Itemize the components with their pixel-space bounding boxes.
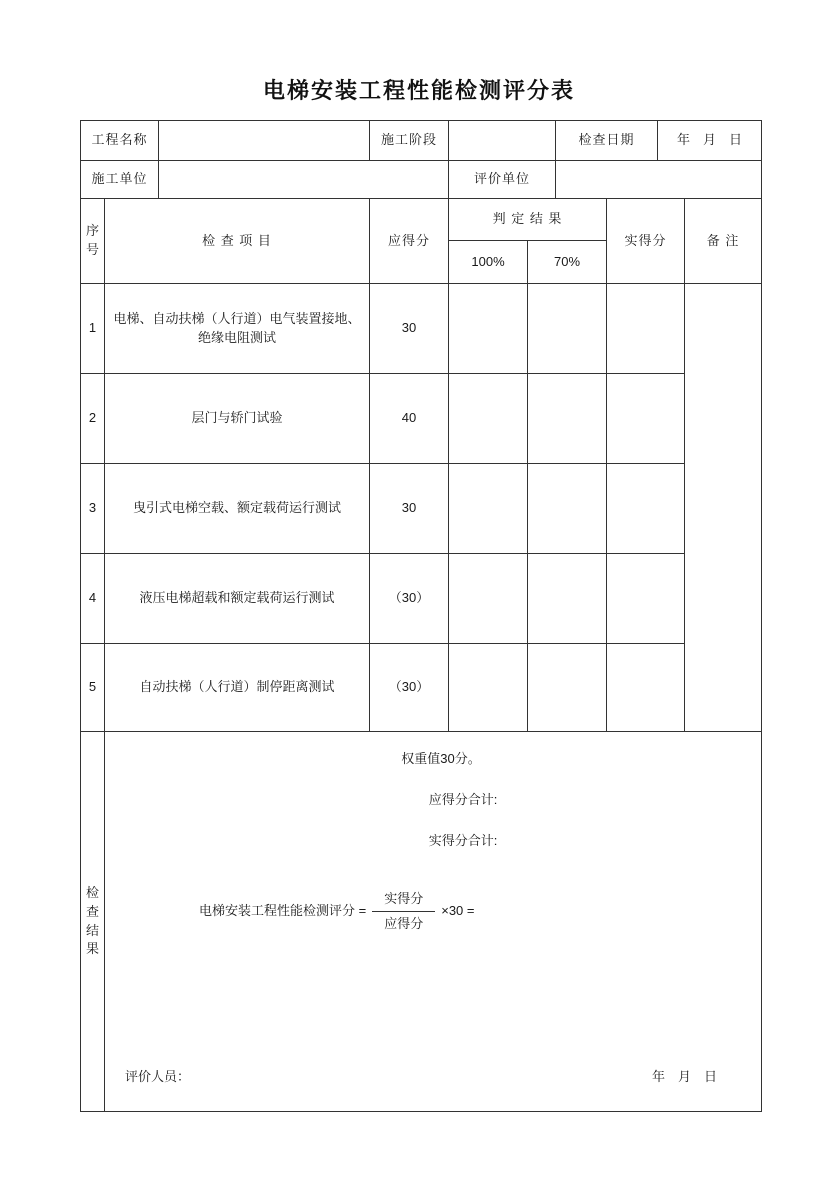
row-judgement-100-field[interactable] [449,644,528,732]
row-judgement-70-field[interactable] [528,464,607,554]
score-formula [199,889,757,935]
row-item: 自动扶梯（人行道）制停距离测试 [105,644,370,732]
row-judgement-70-field[interactable] [528,554,607,644]
header-row-top [81,199,762,241]
row-actual-field[interactable] [607,374,685,464]
row-expected: （30） [370,554,449,644]
signature-line [109,1068,757,1109]
row-judgement-70-field[interactable] [528,374,607,464]
formula-numerator: 实得分 [372,889,435,913]
table-row [81,374,762,464]
info-row-1 [81,121,762,161]
evaluator-label[interactable]: 评价人员： [125,1069,191,1085]
row-actual-field[interactable] [607,554,685,644]
row-judgement-100-field[interactable] [449,464,528,554]
col-header-item: 检 查 项 目 [105,199,370,284]
row-actual-field[interactable] [607,644,685,732]
result-section-label: 检查结果 [81,732,105,1112]
check-date-field[interactable]: 年 月 日 [658,121,762,161]
col-header-expected: 应得分 [370,199,449,284]
remark-field[interactable] [685,284,762,732]
col-header-seq: 序号 [81,199,105,284]
table-row [81,554,762,644]
formula-denominator: 应得分 [384,916,424,932]
col-header-actual: 实得分 [607,199,685,284]
weight-note: 权重值30分。 [401,751,481,766]
info-row-2 [81,161,762,199]
construction-unit-label: 施工单位 [81,161,159,199]
construction-stage-field[interactable] [449,121,556,161]
construction-stage-label: 施工阶段 [370,121,449,161]
row-expected: （30） [370,644,449,732]
table-row [81,644,762,732]
row-seq: 4 [81,554,105,644]
row-item: 层门与轿门试验 [105,374,370,464]
row-judgement-70-field[interactable] [528,644,607,732]
formula-prefix: 电梯安装工程性能检测评分 = [199,902,367,918]
actual-total-line[interactable]: 实得分合计: [428,832,498,848]
page-title: 电梯安装工程性能检测评分表 [262,78,575,103]
sign-date[interactable]: 年 月 日 [652,1069,718,1085]
project-name-label: 工程名称 [81,121,159,161]
formula-suffix: ×30 = [441,902,475,918]
construction-unit-field[interactable] [159,161,449,199]
row-seq: 1 [81,284,105,374]
evaluation-unit-label: 评价单位 [449,161,556,199]
row-judgement-100-field[interactable] [449,374,528,464]
row-expected: 40 [370,374,449,464]
table-row [81,464,762,554]
result-row [81,732,762,1112]
formula-fraction [372,889,435,935]
row-expected: 30 [370,464,449,554]
table-row [81,284,762,374]
col-header-remark: 备 注 [685,199,762,284]
row-item: 电梯、自动扶梯（人行道）电气装置接地、绝缘电阻测试 [105,284,370,374]
row-item: 曳引式电梯空载、额定载荷运行测试 [105,464,370,554]
row-seq: 2 [81,374,105,464]
evaluation-unit-field[interactable] [556,161,762,199]
row-expected: 30 [370,284,449,374]
row-judgement-70-field[interactable] [528,284,607,374]
row-judgement-100-field[interactable] [449,554,528,644]
result-section [105,732,762,1112]
col-header-100pct: 100% [449,241,528,284]
project-name-field[interactable] [159,121,370,161]
col-header-70pct: 70% [528,241,607,284]
row-actual-field[interactable] [607,284,685,374]
row-actual-field[interactable] [607,464,685,554]
result-content [109,734,757,1109]
row-seq: 5 [81,644,105,732]
row-item: 液压电梯超载和额定载荷运行测试 [105,554,370,644]
score-form-table [80,120,762,1112]
col-header-judgement: 判 定 结 果 [449,199,607,241]
row-judgement-100-field[interactable] [449,284,528,374]
expected-total-line[interactable]: 应得分合计: [428,791,498,807]
row-seq: 3 [81,464,105,554]
check-date-label: 检查日期 [556,121,658,161]
